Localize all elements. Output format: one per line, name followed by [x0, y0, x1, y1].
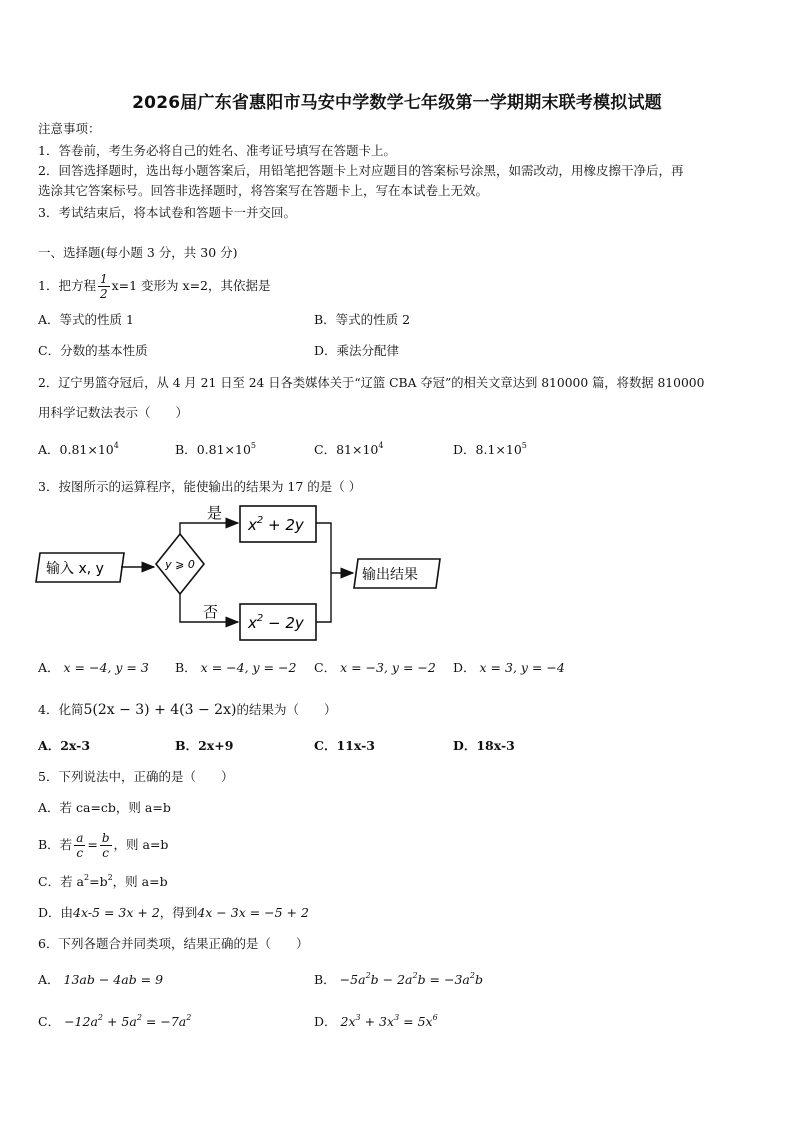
- q2-a-exp: 4: [113, 441, 119, 450]
- q6-c-value: $-12a^2 + 5a^2 = -7a^2$: [64, 1013, 192, 1029]
- q5-b-d2: c: [102, 846, 110, 860]
- q1-prefix: 1．把方程: [38, 278, 96, 293]
- q3-d-label: D．: [453, 660, 476, 675]
- q1-suffix: x=1 变形为 x=2，其依据是: [111, 278, 271, 293]
- q6-option-d: [314, 1014, 438, 1030]
- q5-option-c: [38, 874, 168, 890]
- question-2-line2: 用科学记数法表示（ ）: [38, 405, 189, 420]
- q5-b-frac1: [74, 831, 85, 860]
- q4-suffix: 的结果为（ ）: [236, 702, 337, 717]
- q3-option-c: [314, 660, 436, 676]
- q3-option-b: [175, 660, 296, 676]
- merge-line: [316, 523, 331, 622]
- q6-d-label: D．: [314, 1014, 337, 1029]
- question-2-line1: 2．辽宁男篮夺冠后，从 4 月 21 日至 24 日各类媒体关于“辽篮 CBA 夺冠”的相关文章达到 810000 篇，将数据 810000: [38, 376, 705, 390]
- q5-d-expr2: 4x − 3x = −5 + 2: [197, 905, 309, 920]
- q3-a-value: x = −4, y = 3: [63, 660, 149, 675]
- q5-b-d1: c: [76, 846, 84, 860]
- q1-fraction: [98, 272, 110, 301]
- q2-a-label: A．: [38, 442, 60, 457]
- q5-d-expr1: 4x-5 = 3x + 2: [73, 905, 160, 920]
- exam-title: 2026届广东省惠阳市马安中学数学七年级第一学期期末联考模拟试题: [132, 93, 662, 113]
- q5-b-prefix: B．若: [38, 837, 73, 852]
- q5-b-eq: =: [87, 837, 98, 852]
- q3-a-label: A．: [38, 660, 60, 675]
- notice-item-3: 3．考试结束后，将本试卷和答题卡一并交回。: [38, 205, 296, 220]
- yes-label: 是: [207, 504, 223, 522]
- question-1: [38, 272, 271, 301]
- q1-frac-num: 1: [99, 272, 108, 286]
- arrow-yes: [180, 523, 238, 534]
- q2-b-base: 0.81×10: [196, 442, 251, 457]
- q6-a-label: A．: [38, 972, 60, 987]
- q3-c-value: x = −3, y = −2: [340, 660, 436, 675]
- q5-b-n1: a: [76, 831, 84, 845]
- q5-b-suffix: ，则 a=b: [113, 837, 169, 852]
- q2-c-exp: 4: [378, 441, 384, 450]
- q4-option-b: B．2x+9: [175, 738, 234, 753]
- q6-d-value: $2x^3 + 3x^3 = 5x^6$: [340, 1013, 438, 1029]
- q4-option-d: D．18x-3: [453, 738, 515, 753]
- q5-c-exp2: 2: [107, 873, 113, 882]
- q4-expression: 5(2x − 3) + 4(3 − 2x): [83, 702, 237, 718]
- q2-d-exp: 5: [521, 441, 527, 450]
- flowchart: [0, 498, 794, 648]
- q2-option-b: [175, 442, 256, 458]
- q6-option-b: [314, 972, 483, 988]
- notice-heading: 注意事项：: [38, 121, 101, 136]
- q2-a-base: 0.81×10: [59, 442, 114, 457]
- q3-option-a: [38, 660, 149, 676]
- q5-d-prefix: D．由: [38, 905, 74, 920]
- q1-frac-den: 2: [99, 287, 108, 301]
- q5-option-d: [38, 905, 309, 921]
- question-4: [38, 702, 336, 718]
- q5-b-frac2: [100, 831, 112, 860]
- no-label: 否: [203, 603, 219, 621]
- q5-d-mid: ，得到: [159, 905, 198, 920]
- q3-b-value: x = −4, y = −2: [200, 660, 297, 675]
- section-heading: 一、选择题(每小题 3 分，共 30 分): [38, 245, 238, 260]
- q4-option-a: A．2x-3: [38, 738, 91, 753]
- bottom-expression: $x^2 - 2y$: [248, 613, 304, 632]
- question-5: 5．下列说法中，正确的是（ ）: [38, 769, 234, 784]
- notice-item-2: 2．回答选择题时，选出每小题答案后，用铅笔把答题卡上对应题目的答案标号涂黑，如需改动，用橡皮擦干净后，再: [38, 163, 684, 178]
- q2-option-d: [453, 442, 527, 458]
- q4-prefix: 4．化简: [38, 702, 84, 717]
- top-expression: $x^2 + 2y$: [248, 515, 304, 534]
- q5-c-prefix: C．若 a: [38, 874, 84, 889]
- q3-d-value: x = 3, y = −4: [479, 660, 565, 675]
- output-label: 输出结果: [362, 567, 418, 583]
- q5-c-mid: =b: [89, 874, 108, 889]
- q5-b-n2: b: [101, 831, 110, 845]
- q5-option-a: A．若 ca=cb，则 a=b: [38, 800, 171, 815]
- q6-option-c: [38, 1014, 191, 1030]
- q6-b-value: $-5a^2b - 2a^2b = -3a^2b$: [339, 971, 483, 987]
- q5-option-b: [38, 830, 168, 860]
- q2-d-label: D．: [453, 442, 476, 457]
- q1-option-a: A．等式的性质 1: [38, 312, 134, 327]
- q3-c-label: C．: [314, 660, 337, 675]
- q2-d-base: 8.1×10: [475, 442, 522, 457]
- q6-a-value: 13ab − 4ab = 9: [63, 972, 164, 987]
- q2-option-a: [38, 442, 119, 458]
- notice-item-1: 1．答卷前，考生务必将自己的姓名、准考证号填写在答题卡上。: [38, 143, 396, 158]
- q2-option-c: [314, 442, 383, 458]
- q1-option-c: C．分数的基本性质: [38, 343, 148, 358]
- q3-option-d: [453, 660, 565, 676]
- q2-c-label: C．: [314, 442, 337, 457]
- q2-b-label: B．: [175, 442, 197, 457]
- q1-option-b: B．等式的性质 2: [314, 312, 411, 327]
- q6-option-a: [38, 972, 163, 988]
- q2-c-base: 81×10: [336, 442, 379, 457]
- q1-option-d: D．乘法分配律: [314, 343, 400, 358]
- q6-c-label: C．: [38, 1014, 61, 1029]
- q3-b-label: B．: [175, 660, 197, 675]
- input-label: 输入 x, y: [46, 561, 104, 577]
- q4-option-c: C．11x-3: [314, 738, 375, 753]
- q2-b-exp: 5: [250, 441, 256, 450]
- q6-b-label: B．: [314, 972, 336, 987]
- question-6: 6．下列各题合并同类项，结果正确的是（ ）: [38, 936, 309, 951]
- q5-c-suffix: ，则 a=b: [112, 874, 168, 889]
- q5-c-exp1: 2: [84, 873, 90, 882]
- notice-item-2-cont: 选涂其它答案标号。回答非选择题时，将答案写在答题卡上，写在本试卷上无效。: [38, 183, 489, 198]
- question-3: 3．按图所示的运算程序，能使输出的结果为 17 的是（ ）: [38, 479, 362, 494]
- condition-label: y ⩾ 0: [165, 558, 195, 571]
